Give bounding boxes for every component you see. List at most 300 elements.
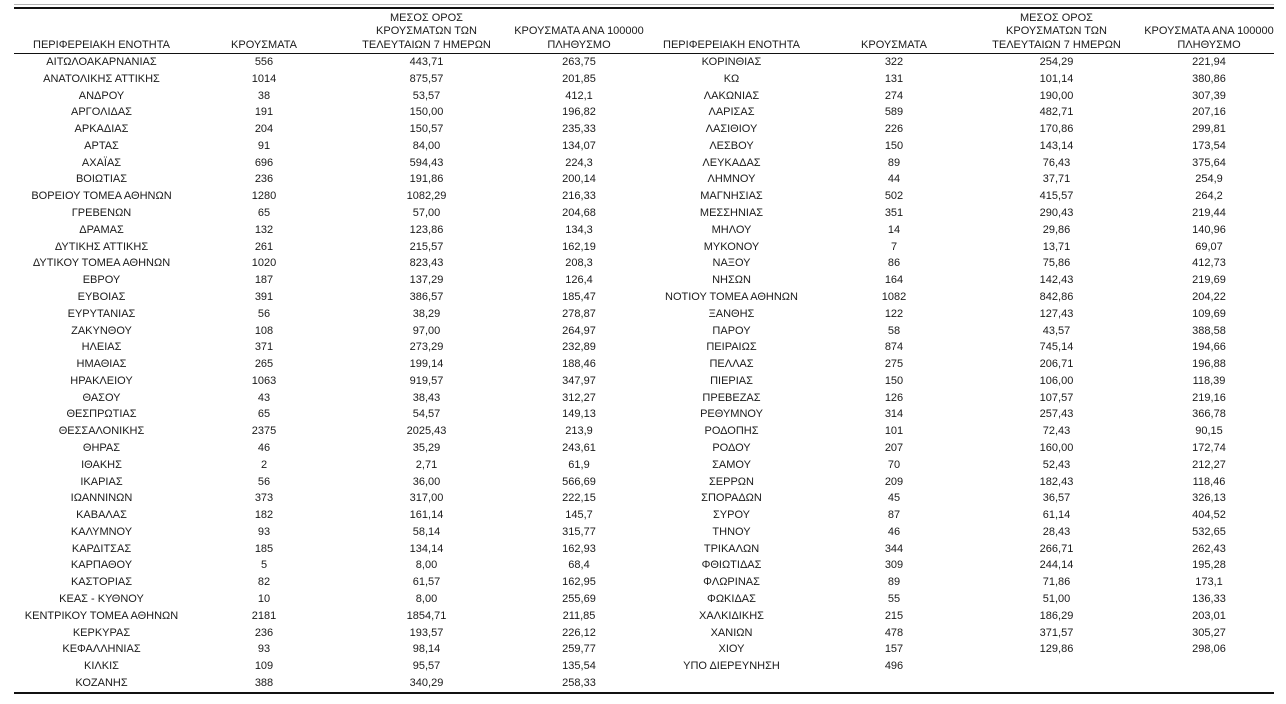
cell-avg7: 1082,29 <box>406 190 447 203</box>
cell-per100k: 162,95 <box>562 576 596 589</box>
cell-cases: 1063 <box>251 374 277 387</box>
cell-cases: 204 <box>254 123 274 136</box>
cell-region: ΚΑΡΠΑΘΟΥ <box>70 559 133 572</box>
table-row <box>14 524 644 541</box>
cell-avg7: 875,57 <box>409 72 444 85</box>
cell-avg7: 143,14 <box>1039 139 1074 152</box>
col-header-per100k <box>1144 25 1274 53</box>
table-row <box>14 406 644 423</box>
cell-region: ΤΡΙΚΑΛΩΝ <box>703 542 760 555</box>
cell-per100k: 258,33 <box>562 676 596 689</box>
cell-region: ΠΕΙΡΑΙΩΣ <box>706 341 757 354</box>
table-row <box>644 205 1274 222</box>
cell-avg7: 97,00 <box>412 324 441 337</box>
cell-avg7: 919,57 <box>409 374 444 387</box>
table-row <box>644 188 1274 205</box>
col-header-region: ΠΕΡΙΦΕΡΕΙΑΚΗ ΕΝΟΤΗΤΑ <box>663 38 800 51</box>
cell-cases: 14 <box>887 223 901 236</box>
cell-per100k: 204,68 <box>562 207 596 220</box>
cell-avg7: 137,29 <box>409 274 444 287</box>
table-row <box>14 507 644 524</box>
cell-cases: 265 <box>254 358 274 371</box>
cell-per100k: 207,16 <box>1192 106 1226 119</box>
cell-avg7: 106,00 <box>1039 374 1074 387</box>
cell-region: ΔΥΤΙΚΟΥ ΤΟΜΕΑ ΑΘΗΝΩΝ <box>32 257 171 270</box>
cell-region: ΡΟΔΟΠΗΣ <box>704 425 759 438</box>
cell-cases: 2375 <box>251 425 277 438</box>
cell-avg7: 594,43 <box>409 156 444 169</box>
cell-cases: 7 <box>890 240 898 253</box>
cell-per100k: 264,2 <box>1195 190 1223 203</box>
cell-region: ΦΘΙΩΤΙΔΑΣ <box>701 559 762 572</box>
cell-per100k: 196,88 <box>1192 358 1226 371</box>
cell-avg7: 57,00 <box>412 207 441 220</box>
cell-per100k: 307,39 <box>1192 89 1226 102</box>
cell-cases: 261 <box>254 240 274 253</box>
cell-cases: 2 <box>260 458 268 471</box>
cell-avg7: 160,00 <box>1039 441 1074 454</box>
table-row <box>14 641 644 658</box>
table-row <box>14 608 644 625</box>
cell-cases: 58 <box>887 324 901 337</box>
cell-cases: 45 <box>887 492 901 505</box>
col-header-cases: ΚΡΟΥΣΜΑΤΑ <box>861 38 927 51</box>
table-row <box>644 608 1274 625</box>
cell-cases: 70 <box>887 458 901 471</box>
cell-region: ΙΘΑΚΗΣ <box>81 458 122 471</box>
cell-avg7: 415,57 <box>1039 190 1074 203</box>
table-row <box>14 323 644 340</box>
cell-region: ΑΡΓΟΛΙΔΑΣ <box>71 106 132 119</box>
cell-cases: 93 <box>257 643 271 656</box>
cell-per100k: 204,22 <box>1192 290 1226 303</box>
table-row <box>14 373 644 390</box>
cell-cases: 207 <box>884 441 904 454</box>
cell-avg7: 127,43 <box>1039 307 1074 320</box>
col-header-avg7-line3: ΤΕΛΕΥΤΑΙΩΝ 7 ΗΜΕΡΩΝ <box>992 38 1121 51</box>
table-row <box>644 88 1274 105</box>
cell-per100k: 366,78 <box>1192 408 1226 421</box>
table-right-half <box>644 9 1274 692</box>
cell-region: ΗΡΑΚΛΕΙΟΥ <box>70 374 133 387</box>
table-row <box>14 104 644 121</box>
cell-avg7: 199,14 <box>409 358 444 371</box>
cell-region: ΑΡΤΑΣ <box>84 139 119 152</box>
cell-per100k: 298,06 <box>1192 643 1226 656</box>
cell-per100k: 213,9 <box>565 425 593 438</box>
cell-per100k: 201,85 <box>562 72 596 85</box>
cell-region: ΒΟΡΕΙΟΥ ΤΟΜΕΑ ΑΘΗΝΩΝ <box>31 190 172 203</box>
cell-region: ΚΩ <box>723 72 740 85</box>
table-row <box>14 440 644 457</box>
table-row <box>14 88 644 105</box>
cell-avg7: 123,86 <box>409 223 444 236</box>
col-header-avg7-line1: ΜΕΣΟΣ ΟΡΟΣ <box>1020 11 1093 24</box>
cell-region: ΜΗΛΟΥ <box>711 223 752 236</box>
cell-cases: 309 <box>884 559 904 572</box>
cell-cases: 109 <box>254 660 274 673</box>
cell-per100k: 221,94 <box>1192 56 1226 68</box>
cell-avg7: 273,29 <box>409 341 444 354</box>
cell-region: ΑΙΤΩΛΟΑΚΑΡΝΑΝΙΑΣ <box>46 56 157 68</box>
cell-per100k: 243,61 <box>562 441 596 454</box>
cell-per100k: 126,4 <box>565 274 593 287</box>
cell-per100k: 219,44 <box>1192 207 1226 220</box>
cell-avg7: 257,43 <box>1039 408 1074 421</box>
col-header-cases: ΚΡΟΥΣΜΑΤΑ <box>231 38 297 51</box>
cell-avg7: 371,57 <box>1039 626 1074 639</box>
col-header-per100k <box>514 25 644 53</box>
cell-avg7: 53,57 <box>412 89 441 102</box>
cell-avg7: 2025,43 <box>406 425 447 438</box>
cell-region: ΗΛΕΙΑΣ <box>81 341 122 354</box>
cell-region: ΤΗΝΟΥ <box>712 525 751 538</box>
cell-region: ΣΠΟΡΑΔΩΝ <box>701 492 762 505</box>
table-row <box>644 591 1274 608</box>
cell-avg7: 745,14 <box>1039 341 1074 354</box>
cell-avg7: 150,57 <box>409 123 444 136</box>
cell-per100k: 136,33 <box>1192 593 1226 605</box>
cell-per100k: 188,46 <box>562 358 596 371</box>
table-row <box>14 390 644 407</box>
cell-per100k: 211,85 <box>562 609 596 622</box>
cell-avg7: 129,86 <box>1039 643 1074 656</box>
cell-avg7: 190,00 <box>1039 89 1074 102</box>
cell-cases: 556 <box>254 56 274 68</box>
cell-cases: 44 <box>887 173 901 186</box>
cell-cases: 226 <box>884 123 904 136</box>
cell-avg7: 2,71 <box>415 458 438 471</box>
cell-cases: 126 <box>884 391 904 404</box>
cell-avg7: 215,57 <box>409 240 444 253</box>
table-rows-left <box>14 54 644 692</box>
cell-avg7: 61,57 <box>412 576 441 589</box>
cell-per100k: 90,15 <box>1195 425 1223 438</box>
table-content <box>14 4 1274 694</box>
cell-avg7: 38,29 <box>412 307 441 320</box>
table-row <box>644 574 1274 591</box>
top-rule-thin <box>14 4 1274 5</box>
table-row <box>14 423 644 440</box>
cell-avg7: 72,43 <box>1042 425 1071 438</box>
table-row <box>14 54 644 71</box>
cell-per100k: 196,82 <box>562 106 596 119</box>
cell-region: ΞΑΝΘΗΣ <box>708 307 755 320</box>
table-row <box>644 541 1274 558</box>
cell-cases: 122 <box>884 307 904 320</box>
cell-per100k: 278,87 <box>562 307 596 320</box>
cell-region: ΡΟΔΟΥ <box>712 441 751 454</box>
cell-per100k: 118,39 <box>1192 374 1226 387</box>
cell-region: ΚΑΣΤΟΡΙΑΣ <box>70 576 133 589</box>
cell-region: ΕΥΡΥΤΑΝΙΑΣ <box>67 307 136 320</box>
table-row <box>644 323 1274 340</box>
cell-per100k: 200,14 <box>562 173 596 186</box>
cell-cases: 131 <box>884 72 904 85</box>
cell-region: ΝΗΣΩΝ <box>712 274 751 287</box>
cell-per100k: 203,01 <box>1192 609 1226 622</box>
cell-region: ΑΡΚΑΔΙΑΣ <box>74 123 129 136</box>
cell-avg7: 84,00 <box>412 139 441 152</box>
cell-per100k: 219,16 <box>1192 391 1226 404</box>
cell-per100k: 140,96 <box>1192 223 1226 236</box>
cell-region: ΛΑΡΙΣΑΣ <box>708 106 755 119</box>
cell-per100k: 263,75 <box>562 56 596 68</box>
table-row <box>14 171 644 188</box>
cell-avg7: 28,43 <box>1042 525 1071 538</box>
table-row <box>644 373 1274 390</box>
cell-per100k: 212,27 <box>1192 458 1226 471</box>
cell-cases: 215 <box>884 609 904 622</box>
cell-avg7: 101,14 <box>1039 72 1074 85</box>
table-row <box>14 339 644 356</box>
cell-per100k: 172,74 <box>1192 441 1226 454</box>
table-row <box>14 557 644 574</box>
table-row <box>644 121 1274 138</box>
table-row <box>14 474 644 491</box>
cell-per100k: 262,43 <box>1192 542 1226 555</box>
cell-avg7: 317,00 <box>409 492 444 505</box>
cell-cases: 2181 <box>251 609 277 622</box>
cell-avg7: 38,43 <box>412 391 441 404</box>
cell-region: ΛΑΣΙΘΙΟΥ <box>705 123 758 136</box>
cell-cases: 589 <box>884 106 904 119</box>
table-row <box>644 239 1274 256</box>
table-row <box>14 658 644 675</box>
cell-avg7: 186,29 <box>1039 609 1074 622</box>
cell-region: ΙΩΑΝΝΙΝΩΝ <box>70 492 133 505</box>
cell-cases: 108 <box>254 324 274 337</box>
cell-per100k: 173,1 <box>1195 576 1223 589</box>
col-header-per100k-line1: ΚΡΟΥΣΜΑΤΑ ΑΝΑ 100000 <box>514 25 644 37</box>
table-row <box>644 138 1274 155</box>
cell-cases: 150 <box>884 374 904 387</box>
cell-per100k: 254,9 <box>1195 173 1223 186</box>
cell-region: ΕΥΒΟΙΑΣ <box>77 290 126 303</box>
table-header-right <box>644 9 1274 54</box>
cell-avg7: 61,14 <box>1042 509 1071 522</box>
table-row <box>644 490 1274 507</box>
cell-avg7: 98,14 <box>412 643 441 656</box>
cell-region: ΕΒΡΟΥ <box>82 274 121 287</box>
cell-cases: 1020 <box>251 257 277 270</box>
cell-per100k: 68,4 <box>568 559 590 572</box>
cell-region: ΔΥΤΙΚΗΣ ΑΤΤΙΚΗΣ <box>54 240 149 253</box>
table-row <box>14 574 644 591</box>
cell-per100k: 145,7 <box>565 509 593 522</box>
cell-cases: 91 <box>257 139 271 152</box>
cell-cases: 373 <box>254 492 274 505</box>
cell-region: ΛΑΚΩΝΙΑΣ <box>703 89 760 102</box>
table-row <box>644 155 1274 172</box>
table-row <box>14 138 644 155</box>
cell-region: ΑΝΔΡΟΥ <box>78 89 125 102</box>
cell-region: ΠΡΕΒΕΖΑΣ <box>702 391 761 404</box>
table-row <box>14 188 644 205</box>
cell-cases: 351 <box>884 207 904 220</box>
cell-cases: 502 <box>884 190 904 203</box>
table-row <box>14 675 644 692</box>
cell-region: ΣΕΡΡΩΝ <box>709 475 754 488</box>
cell-cases: 314 <box>884 408 904 421</box>
table-row <box>644 423 1274 440</box>
cell-per100k: 259,77 <box>562 643 596 656</box>
table-row <box>14 625 644 642</box>
cell-avg7: 54,57 <box>412 408 441 421</box>
cell-avg7: 36,57 <box>1042 492 1071 505</box>
cell-per100k: 216,33 <box>562 190 596 203</box>
cell-cases: 56 <box>257 307 271 320</box>
cell-avg7: 134,14 <box>409 542 444 555</box>
cell-region: ΚΕΦΑΛΛΗΝΙΑΣ <box>62 643 141 656</box>
cell-cases: 101 <box>884 425 904 438</box>
cell-region: ΑΧΑΪΑΣ <box>81 156 122 169</box>
cell-region: ΘΕΣΣΑΛΟΝΙΚΗΣ <box>58 425 145 438</box>
cell-cases: 274 <box>884 89 904 102</box>
cell-per100k: 412,1 <box>565 89 593 102</box>
cell-avg7: 254,29 <box>1039 56 1074 68</box>
cell-cases: 87 <box>887 509 901 522</box>
cell-region: ΝΑΞΟΥ <box>712 257 751 270</box>
col-header-avg7-line1: ΜΕΣΟΣ ΟΡΟΣ <box>390 11 463 24</box>
cell-avg7: 8,00 <box>415 593 438 605</box>
cell-per100k: 255,69 <box>562 593 596 605</box>
col-header-region: ΠΕΡΙΦΕΡΕΙΑΚΗ ΕΝΟΤΗΤΑ <box>33 38 170 51</box>
cell-region: ΜΥΚΟΝΟΥ <box>703 240 760 253</box>
table-row <box>644 104 1274 121</box>
cell-cases: 1280 <box>251 190 277 203</box>
cell-per100k: 305,27 <box>1192 626 1226 639</box>
cell-avg7: 244,14 <box>1039 559 1074 572</box>
table-row <box>14 222 644 239</box>
col-header-avg7-line3: ΤΕΛΕΥΤΑΙΩΝ 7 ΗΜΕΡΩΝ <box>362 38 491 51</box>
cell-cases: 43 <box>257 391 271 404</box>
cell-cases: 5 <box>260 559 268 572</box>
table-row <box>14 289 644 306</box>
cell-cases: 275 <box>884 358 904 371</box>
cell-region: ΦΛΩΡΙΝΑΣ <box>703 576 760 589</box>
table-row <box>644 457 1274 474</box>
table-row <box>644 356 1274 373</box>
cell-cases: 157 <box>884 643 904 656</box>
table-row <box>644 641 1274 658</box>
cell-avg7: 36,00 <box>412 475 441 488</box>
table-row <box>644 440 1274 457</box>
cell-region: ΥΠΟ ΔΙΕΡΕΥΝΗΣΗ <box>683 660 780 673</box>
cell-region: ΧΙΟΥ <box>718 643 745 656</box>
cell-avg7: 107,57 <box>1039 391 1074 404</box>
cell-region: ΠΑΡΟΥ <box>712 324 751 337</box>
cell-cases: 391 <box>254 290 274 303</box>
cell-per100k: 299,81 <box>1192 123 1226 136</box>
cell-cases: 89 <box>887 576 901 589</box>
cell-cases: 65 <box>257 408 271 421</box>
cell-per100k: 69,07 <box>1195 240 1223 253</box>
table-row <box>14 205 644 222</box>
cell-per100k: 162,19 <box>562 240 596 253</box>
table-row <box>14 306 644 323</box>
cell-cases: 55 <box>887 593 901 605</box>
col-header-per100k-line2: ΠΛΗΘΥΣΜΟ <box>547 38 611 51</box>
cell-avg7: 8,00 <box>415 559 438 572</box>
cell-avg7: 95,57 <box>412 660 441 673</box>
table-row <box>14 541 644 558</box>
cell-per100k: 312,27 <box>562 391 596 404</box>
cell-avg7: 35,29 <box>412 441 441 454</box>
cell-cases: 185 <box>254 542 274 555</box>
cell-cases: 187 <box>254 274 274 287</box>
table-row <box>14 71 644 88</box>
cell-region: ΚΕΡΚΥΡΑΣ <box>72 626 131 639</box>
cell-avg7: 290,43 <box>1039 207 1074 220</box>
table-row <box>14 272 644 289</box>
cell-avg7: 170,86 <box>1039 123 1074 136</box>
cell-region: ΚΑΡΔΙΤΣΑΣ <box>71 542 132 555</box>
table-row <box>644 171 1274 188</box>
cell-per100k: 61,9 <box>568 458 590 471</box>
cell-cases: 371 <box>254 341 274 354</box>
cell-per100k: 118,46 <box>1192 475 1226 488</box>
cell-region: ΧΑΛΚΙΔΙΚΗΣ <box>699 609 764 622</box>
col-header-avg7-line2: ΚΡΟΥΣΜΑΤΩΝ ΤΩΝ <box>1006 25 1107 37</box>
table-row <box>14 490 644 507</box>
cell-avg7: 206,71 <box>1039 358 1074 371</box>
cell-per100k: 185,47 <box>562 290 596 303</box>
cell-per100k: 222,15 <box>562 492 596 505</box>
cell-avg7: 29,86 <box>1042 223 1071 236</box>
table-left-half <box>14 9 644 692</box>
cell-per100k: 388,58 <box>1192 324 1226 337</box>
table-row <box>644 222 1274 239</box>
cell-avg7: 191,86 <box>409 173 444 186</box>
cell-region: ΘΑΣΟΥ <box>82 391 121 404</box>
cell-cases: 209 <box>884 475 904 488</box>
cell-region: ΚΟΖΑΝΗΣ <box>75 676 128 689</box>
cell-region: ΖΑΚΥΝΘΟΥ <box>71 324 132 337</box>
cell-avg7: 161,14 <box>409 509 444 522</box>
table-row <box>14 457 644 474</box>
col-header-per100k-line1: ΚΡΟΥΣΜΑΤΑ ΑΝΑ 100000 <box>1144 25 1274 37</box>
cell-cases: 874 <box>884 341 904 354</box>
cell-per100k <box>1144 658 1274 675</box>
cell-per100k: 194,66 <box>1192 341 1226 354</box>
cell-region: ΠΕΛΛΑΣ <box>709 358 754 371</box>
cell-per100k: 219,69 <box>1192 274 1226 287</box>
cell-avg7: 37,71 <box>1042 173 1071 186</box>
cell-per100k: 162,93 <box>562 542 596 555</box>
cell-cases: 132 <box>254 223 274 236</box>
cell-per100k: 566,69 <box>562 475 596 488</box>
cell-cases: 1014 <box>251 72 277 85</box>
cell-region: ΜΑΓΝΗΣΙΑΣ <box>700 190 763 203</box>
cell-cases: 82 <box>257 576 271 589</box>
cell-avg7: 52,43 <box>1042 458 1071 471</box>
cell-region: ΝΟΤΙΟΥ ΤΟΜΕΑ ΑΘΗΝΩΝ <box>665 290 798 303</box>
cell-region: ΚΙΛΚΙΣ <box>84 660 119 673</box>
cell-region: ΡΕΘΥΜΝΟΥ <box>700 408 763 421</box>
cell-cases: 1082 <box>881 290 907 303</box>
cell-avg7: 150,00 <box>409 106 444 119</box>
table-row <box>644 339 1274 356</box>
cell-region: ΒΟΙΩΤΙΑΣ <box>75 173 128 186</box>
cell-region: ΦΩΚΙΔΑΣ <box>707 593 756 605</box>
cell-per100k: 134,3 <box>565 223 593 236</box>
cell-per100k: 347,97 <box>562 374 596 387</box>
cell-region: ΠΙΕΡΙΑΣ <box>710 374 753 387</box>
table-row <box>14 155 644 172</box>
cell-region: ΛΕΣΒΟΥ <box>709 139 754 152</box>
cell-region: ΜΕΣΣΗΝΙΑΣ <box>699 207 764 220</box>
